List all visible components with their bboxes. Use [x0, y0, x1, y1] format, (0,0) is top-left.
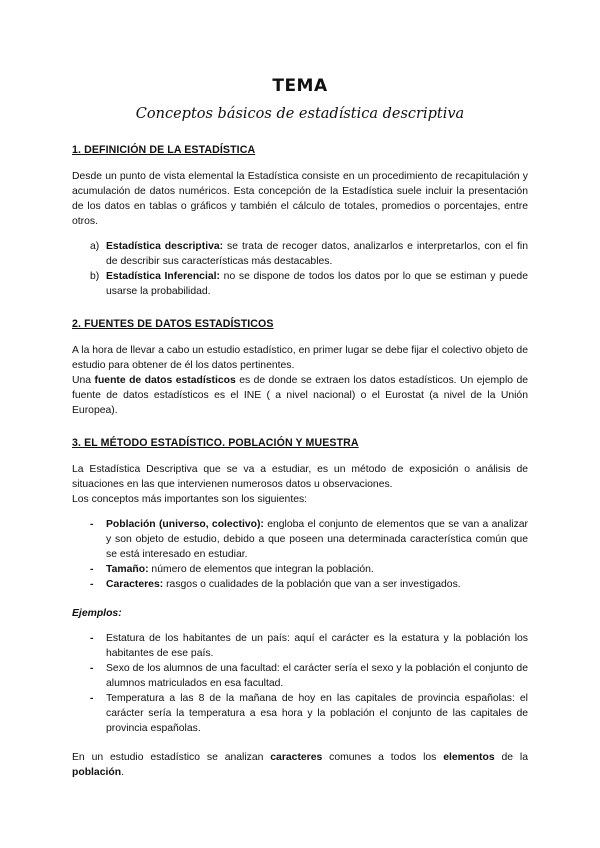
list-item — [72, 661, 528, 691]
section-2-paragraph-1: A la hora de llevar a cabo un estudio estadístico, en primer lugar se debe fijar el colectivo objeto de estudio para obtener de él los datos pertinentes. — [72, 345, 528, 371]
list-text: Estatura de los habitantes de un país: aquí el carácter es la estatura y la población los habitantes de ese país. — [106, 633, 528, 659]
section-2-heading: 2. FUENTES DE DATOS ESTADÍSTICOS — [72, 318, 274, 330]
text-run: comunes a todos los — [322, 752, 444, 763]
list-item — [72, 239, 528, 269]
examples-list — [72, 631, 528, 736]
list-marker: - — [90, 579, 94, 590]
list-term: Estadística descriptiva: — [106, 241, 224, 252]
list-item — [72, 517, 528, 562]
list-item — [72, 631, 528, 661]
text-run: es de donde se extraen los datos estadísticos. Un ejemplo de fuente de datos estadísticos es el INE ( a nivel nacional) o el Eurostat (a nivel de la Unión Europea). — [72, 375, 529, 416]
list-item — [72, 577, 528, 592]
section-3-heading: 3. EL MÉTODO ESTADÍSTICO. POBLACIÓN Y MUESTRA — [72, 437, 359, 449]
list-text: Temperatura a las 8 de la mañana de hoy en las capitales de provincia españolas: el carácter sería la temperatura a esa hora y la población el conjunto de las capitales de provincia españolas. — [106, 693, 528, 734]
section-2-paragraph-2 — [72, 373, 528, 418]
text-run: En un estudio estadístico se analizan — [72, 752, 271, 763]
list-term: Estadística Inferencial: — [106, 271, 220, 282]
list-marker: - — [90, 633, 94, 644]
list-term: Tamaño: — [106, 564, 149, 575]
section-1-list — [72, 239, 528, 299]
concepts-list — [72, 517, 528, 592]
document-body — [72, 143, 528, 780]
list-marker: - — [90, 519, 94, 530]
text-run: . — [121, 767, 124, 778]
list-text: se trata de recoger datos, analizarlos e interpretarlos, con el fin de describir sus características más destacables. — [106, 241, 529, 267]
bold-term: caracteres — [270, 752, 323, 763]
list-marker: b) — [90, 271, 100, 282]
list-item — [72, 562, 528, 577]
section-3-paragraph-1: La Estadística Descriptiva que se va a estudiar, es un método de exposición o análisis de situaciones en las que intervienen numerosos datos u observaciones. — [72, 464, 528, 490]
list-text: rasgos o cualidades de la población que van a ser investigados. — [163, 579, 461, 590]
bold-term: elementos — [443, 752, 495, 763]
examples-heading: Ejemplos: — [72, 608, 122, 619]
list-text: no se dispone de todos los datos por lo que se estiman y puede usarse la probabilidad. — [106, 271, 528, 297]
list-marker: - — [90, 564, 94, 575]
list-term: Población (universo, colectivo): — [106, 519, 264, 530]
bold-term: fuente de datos estadísticos — [94, 375, 236, 386]
list-item — [72, 691, 528, 736]
list-marker: - — [90, 663, 94, 674]
section-1-heading: 1. DEFINICIÓN DE LA ESTADÍSTICA — [72, 144, 256, 156]
list-item — [72, 269, 528, 299]
list-text: engloba el conjunto de elementos que se van a analizar y son objeto de estudio, debido a que poseen una determinada característica común que se está interesado en estudiar. — [106, 519, 529, 560]
list-marker: - — [90, 693, 94, 704]
text-run: Una — [72, 375, 95, 386]
section-3-paragraph-2: Los conceptos más importantes son los siguientes: — [72, 494, 308, 505]
list-text: número de elementos que integran la población. — [148, 564, 374, 575]
section-1-paragraph: Desde un punto de vista elemental la Estadística consiste en un procedimiento de recapitulación y acumulación de datos numéricos. Esta concepción de la Estadística suele incluir la presentación de los datos en tablas o gráficos y también el cálculo de totales, promedios o porcentajes, entre otros. — [72, 171, 528, 227]
list-marker: a) — [90, 241, 100, 252]
document-subtitle: Conceptos básicos de estadística descriptiva — [135, 106, 465, 122]
text-run: de la — [494, 752, 528, 763]
closing-paragraph — [72, 750, 528, 780]
document-title: TEMA — [272, 76, 328, 96]
bold-term: población — [72, 767, 122, 778]
list-text: Sexo de los alumnos de una facultad: el carácter sería el sexo y la población el conjunto de alumnos matriculados en esa facultad. — [106, 663, 528, 689]
list-term: Caracteres: — [106, 579, 164, 590]
